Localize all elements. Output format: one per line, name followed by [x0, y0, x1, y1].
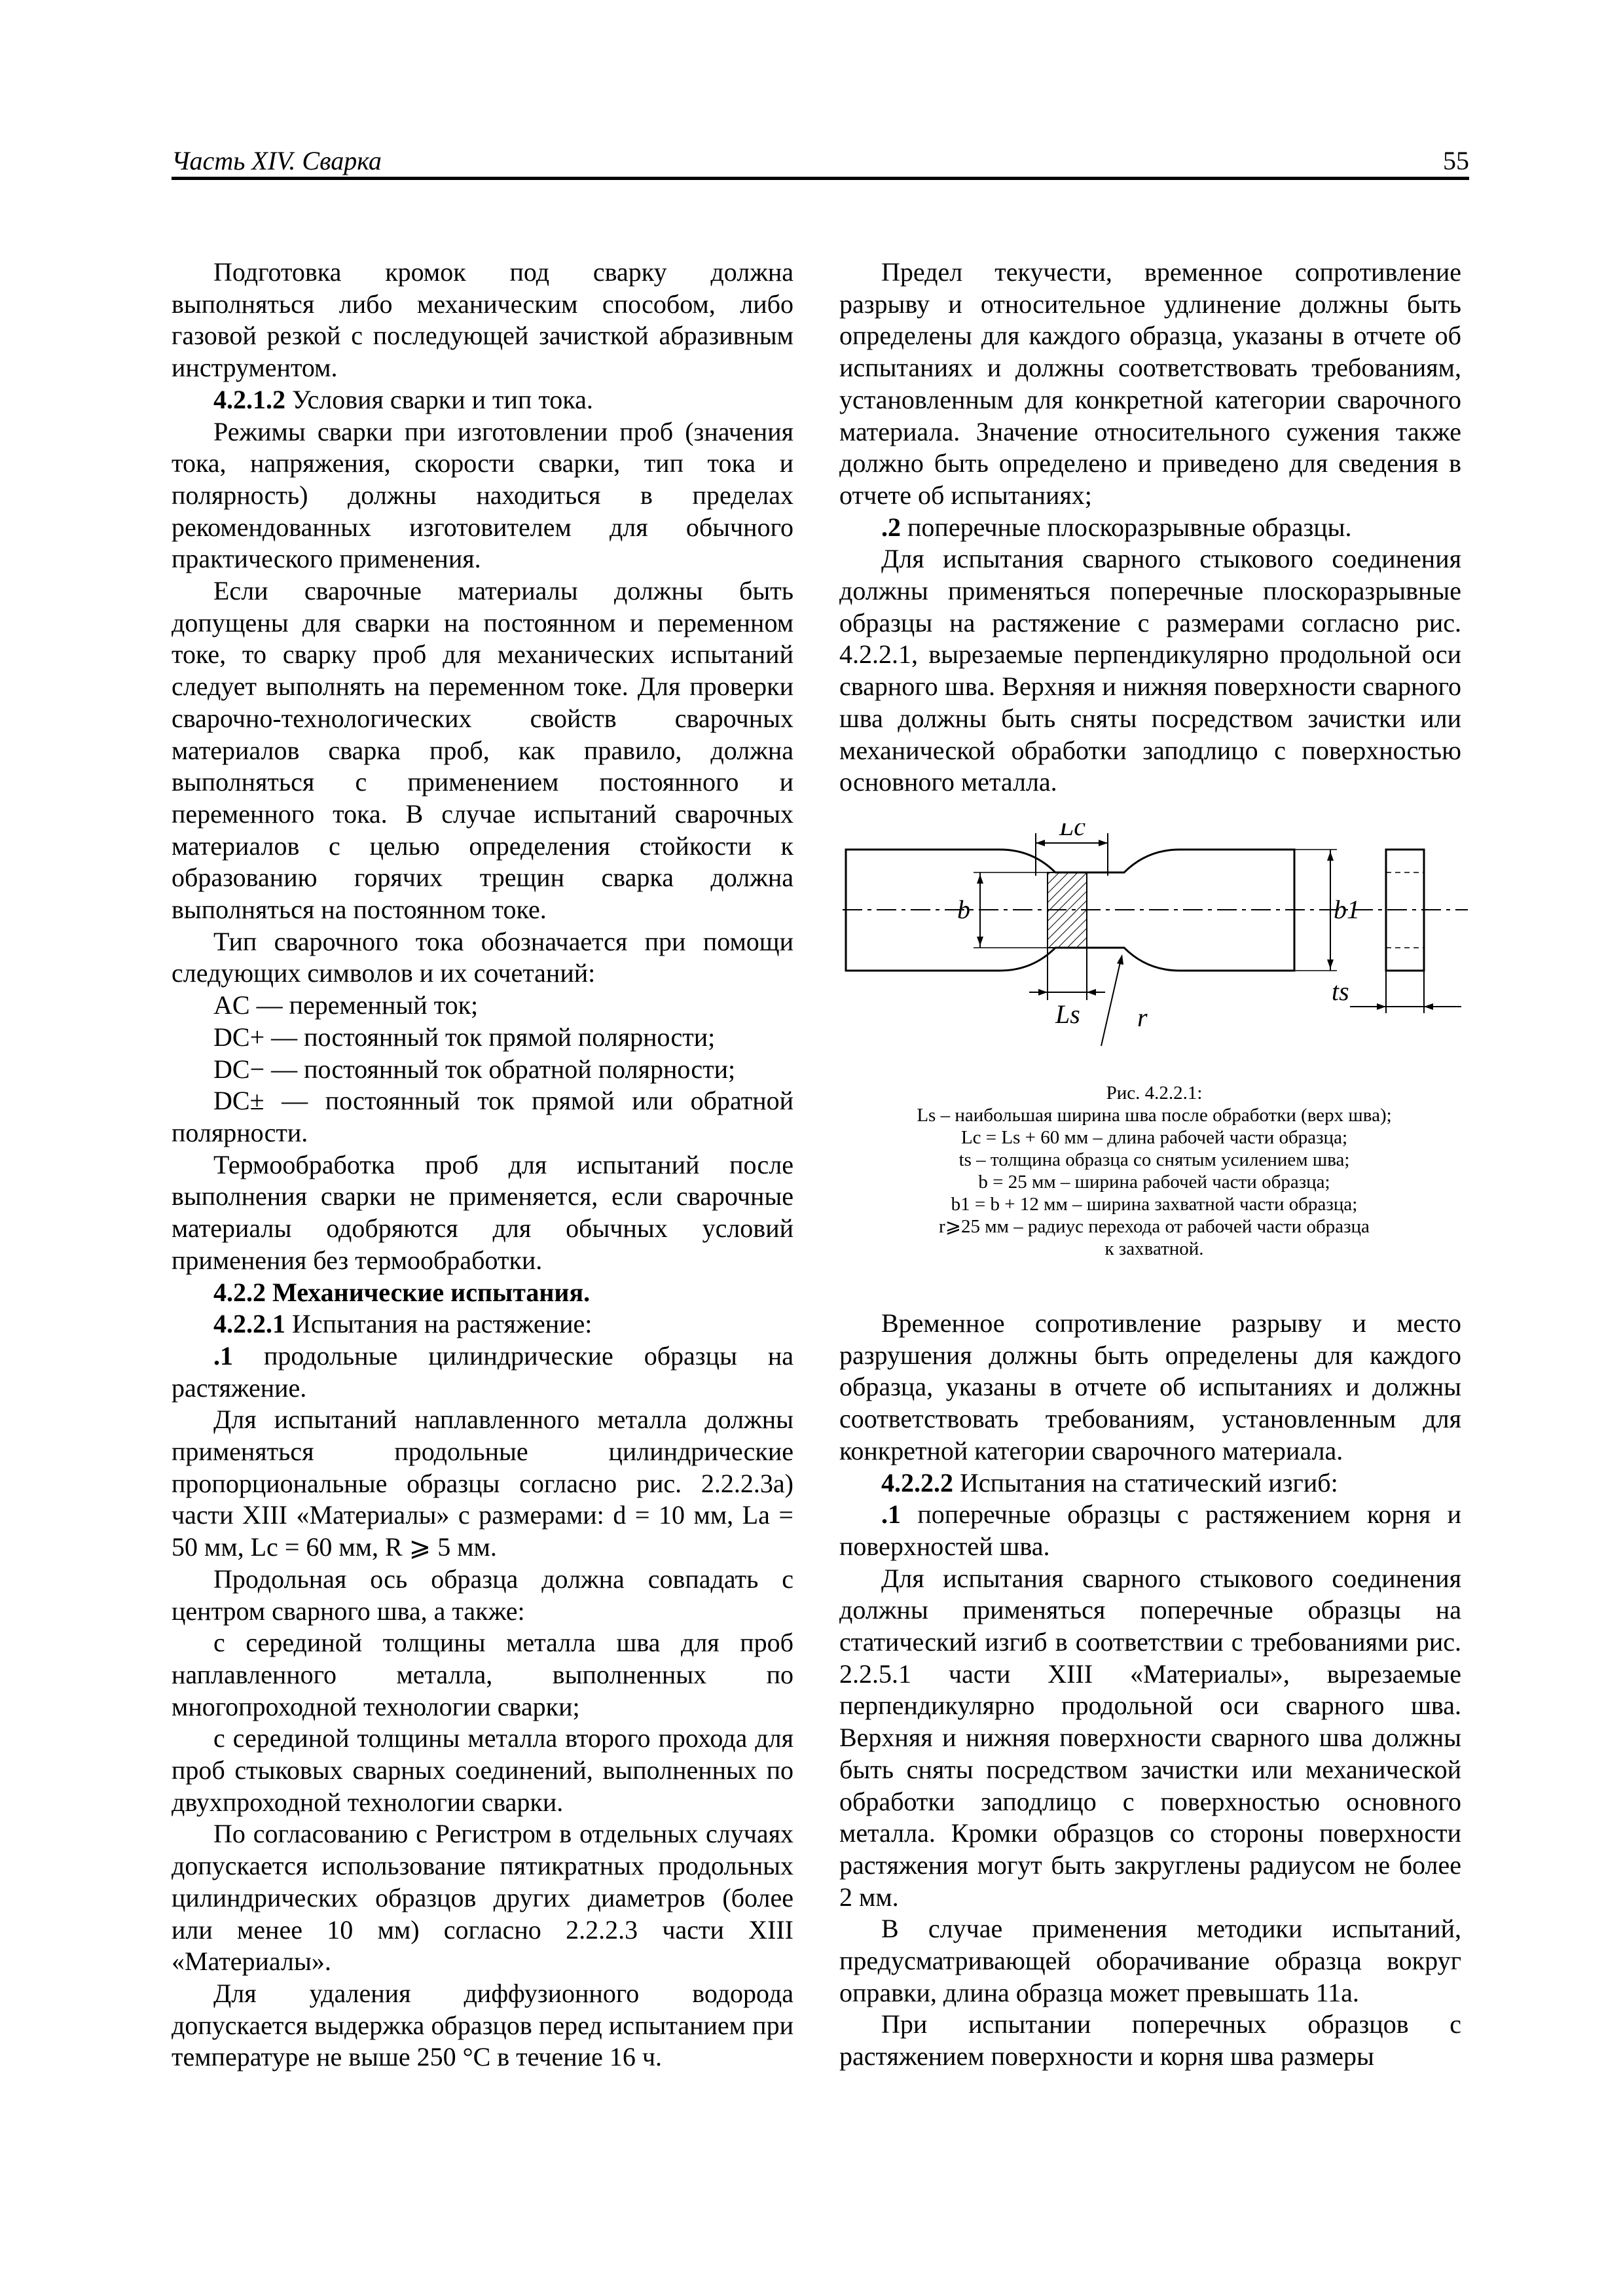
paragraph: с серединой толщины металла шва для проб наплавленного металла, выполненных по многопроходной технологии сварки; [172, 1628, 793, 1721]
r-label: r [1137, 1003, 1148, 1032]
lc-label: Lc [1059, 823, 1085, 841]
paragraph: В случае применения методики испытаний, предусматривающей оборачивание образца вокруг оправки, длина образца может превышать 11a. [839, 1914, 1461, 2007]
r-leader [1101, 960, 1121, 1046]
caption-line: Ls – наибольшая ширина шва после обработки (верх шва); [917, 1105, 1392, 1126]
list-item: DC+ — постоянный ток прямой полярности; [213, 1022, 716, 1052]
paragraph: При испытании поперечных образцов с растяжением поверхности и корня шва размеры [839, 2009, 1461, 2072]
list-item: AC — переменный ток; [213, 990, 479, 1020]
paragraph: Продольная ось образца должна совпадать с центром сварного шва, а также: [172, 1564, 793, 1626]
caption-line: ts – толщина образца со снятым усилением шва; [958, 1149, 1350, 1170]
paragraph: 4.2.2.2 Испытания на статический изгиб: [881, 1467, 1338, 1498]
ls-label: Ls [1055, 999, 1080, 1029]
paragraph: Для испытаний наплавленного металла должны применяться продольные цилиндрические пропорциональные образцы согласно рис. 2.2.2.3a) части XIII «Материалы» с размерами: d = 10 мм, La = 50 мм, Lc = 60 мм, R ⩾ 5 мм. [172, 1405, 793, 1562]
right-column-top [839, 257, 1461, 798]
paragraph: с серединой толщины металла второго прохода для проб стыковых сварных соединений, выполненных по двухпроходной технологии сварки. [172, 1723, 793, 1817]
paragraph: Подготовка кромок под сварку должна выполняться либо механическим способом, либо газовой резкой с последующей зачисткой абразивным инструментом. [172, 257, 793, 383]
paragraph: .2 поперечные плоскоразрывные образцы. [881, 512, 1352, 542]
paragraph: Термообработка проб для испытаний после выполнения сварки не применяется, если сварочные материалы одобряются для обычных условий применения без термообработки. [172, 1149, 793, 1275]
b1-label: b1 [1334, 895, 1360, 924]
list-item: DC± — постоянный ток прямой или обратной полярности. [172, 1086, 793, 1147]
paragraph: 4.2.2.1 Испытания на растяжение: [213, 1309, 593, 1339]
left-column [172, 257, 793, 2073]
paragraph: Временное сопротивление разрыву и место разрушения должны быть определены для каждого образца, указаны в отчете об испытаниях и должны соответствовать требованиям, установленным для конкретной категории сварочного материала. [839, 1308, 1461, 1465]
page-header [172, 145, 1469, 178]
section-heading: 4.2.2 Механические испытания. [213, 1277, 591, 1307]
specimen-figure [839, 823, 1469, 1082]
caption-line: Рис. 4.2.2.1: [1106, 1083, 1203, 1103]
caption-line: b1 = b + 12 мм – ширина захватной части образца; [951, 1194, 1358, 1215]
figure-caption [839, 1082, 1469, 1260]
paragraph: .1 продольные цилиндрические образцы на растяжение. [172, 1340, 793, 1403]
caption-line: к захватной. [1104, 1238, 1204, 1259]
paragraph: Тип сварочного тока обозначается при помощи следующих символов и их сочетаний: [172, 926, 793, 988]
paragraph: .1 поперечные образцы с растяжением корня и поверхностей шва. [839, 1499, 1461, 1561]
paragraph: Для испытания сварного стыкового соединения должны применяться поперечные плоскоразрывные образцы на растяжение с размерами согласно рис. 4.2.2.1, вырезаемые перпендикулярно продольной оси сварного шва. Верхняя и нижняя поверхности сварного шва должны быть сняты посредством зачистки или механической обработки заподлицо с поверхностью основного металла. [839, 544, 1461, 797]
caption-line: r⩾25 мм – радиус перехода от рабочей части образца [939, 1216, 1370, 1237]
paragraph: По согласованию с Регистром в отдельных случаях допускается использование пятикратных продольных цилиндрических образцов других диаметров (более или менее 10 мм) согласно 2.2.2.3 части XIII «Материалы». [172, 1819, 793, 1977]
paragraph: Для испытания сварного стыкового соединения должны применяться поперечные образцы на статический изгиб в соответствии с требованиями рис. 2.2.5.1 части XIII «Материалы», вырезаемые перпендикулярно продольной оси сварного шва. Верхняя и нижняя поверхности сварного шва должны быть сняты посредством зачистки или механической обработки заподлицо с поверхностью основного металла. Кромки образцов со стороны поверхности растяжения могут быть закруглены радиусом не более 2 мм. [839, 1563, 1461, 1912]
caption-line: Lc = Ls + 60 мм – длина рабочей части образца; [960, 1127, 1348, 1148]
right-column-bottom [839, 1308, 1461, 2073]
ts-label: ts [1332, 977, 1349, 1006]
header-rule [172, 177, 1469, 180]
caption-line: b = 25 мм – ширина рабочей части образца; [978, 1172, 1330, 1193]
paragraph: Если сварочные материалы должны быть допущены для сварки на постоянном и переменном токе, то сварку проб для механических испытаний следует выполнять на переменном токе. Для проверки сварочно-технологических свойств сварочных материалов сварка проб, как правило, должна выполняться с применением постоянного и переменного тока. В случае испытаний сварочных материалов с целью определения стойкости к образованию горячих трещин сварка должна выполняться на постоянном токе. [172, 576, 793, 925]
b-label: b [957, 895, 970, 924]
paragraph: Для удаления диффузионного водорода допускается выдержка образцов перед испытанием при температуре не выше 250 °C в течение 16 ч. [172, 1978, 793, 2072]
running-title: Часть XIV. Сварка [172, 146, 382, 175]
paragraph: 4.2.1.2 Условия сварки и тип тока. [213, 384, 593, 414]
specimen-drawing [839, 823, 1469, 1082]
paragraph: Режимы сварки при изготовлении проб (значения тока, напряжения, скорости сварки, тип тока и полярность) должны находиться в пределах рекомендованных изготовителем для обычного практического применения. [172, 416, 793, 574]
paragraph: Предел текучести, временное сопротивление разрыву и относительное удлинение должны быть определены для каждого образца, указаны в отчете об испытаниях и должны соответствовать требованиям, установленным для конкретной категории сварочного материала. Значение относительного сужения также должно быть определено и приведено для сведения в отчете об испытаниях; [839, 257, 1461, 510]
page-number: 55 [1443, 146, 1469, 175]
list-item: DC− — постоянный ток обратной полярности; [213, 1054, 736, 1084]
